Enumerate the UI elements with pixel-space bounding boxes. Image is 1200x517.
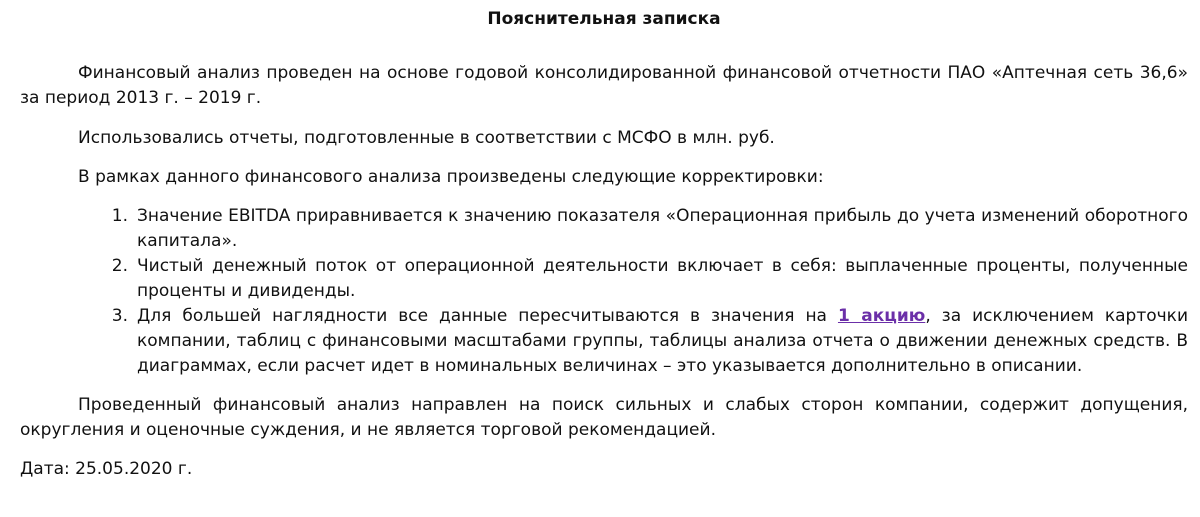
intro-paragraph: Финансовый анализ проведен на основе годовой консолидированной финансовой отчетности ПАО «Аптечная сеть 36,6» за период 2013 г. – 2019 г. bbox=[20, 63, 1188, 108]
list-item-number: 3. bbox=[111, 306, 128, 326]
document-date: Дата: 25.05.2020 г. bbox=[20, 459, 193, 479]
adjustments-list bbox=[20, 204, 1188, 379]
list-item-text: Значение EBITDA приравнивается к значению показателя «Операционная прибыль до учета изменений оборотного капитала». bbox=[137, 206, 1188, 251]
list-item-number: 2. bbox=[111, 256, 128, 276]
list-item bbox=[20, 304, 1188, 379]
reports-paragraph: Использовались отчеты, подготовленные в соответствии с МСФО в млн. руб. bbox=[78, 128, 775, 148]
list-item-text-after-link: , за исключением карточки компании, таблиц с финансовыми масштабами группы, таблицы анализа отчета о движении денежных средств. В диаграммах, если расчет идет в номинальных величинах – это указывается дополнительно в описании. bbox=[137, 306, 1188, 376]
list-item bbox=[20, 254, 1188, 304]
per-share-link[interactable]: 1 акцию bbox=[837, 306, 926, 326]
list-item-number: 1. bbox=[111, 206, 128, 226]
adjustments-intro-paragraph: В рамках данного финансового анализа произведены следующие корректировки: bbox=[78, 167, 824, 187]
list-item bbox=[20, 204, 1188, 254]
list-item-text bbox=[137, 304, 1188, 379]
list-item-text-before-link: Для большей наглядности все данные пересчитываются в значения на bbox=[137, 306, 838, 326]
document-title: Пояснительная записка bbox=[487, 9, 721, 29]
disclaimer-paragraph: Проведенный финансовый анализ направлен на поиск сильных и слабых сторон компании, содержит допущения, округления и оценочные суждения, и не является торговой рекомендацией. bbox=[20, 395, 1188, 440]
list-item-text: Чистый денежный поток от операционной деятельности включает в себя: выплаченные проценты, полученные проценты и дивиденды. bbox=[137, 256, 1188, 301]
